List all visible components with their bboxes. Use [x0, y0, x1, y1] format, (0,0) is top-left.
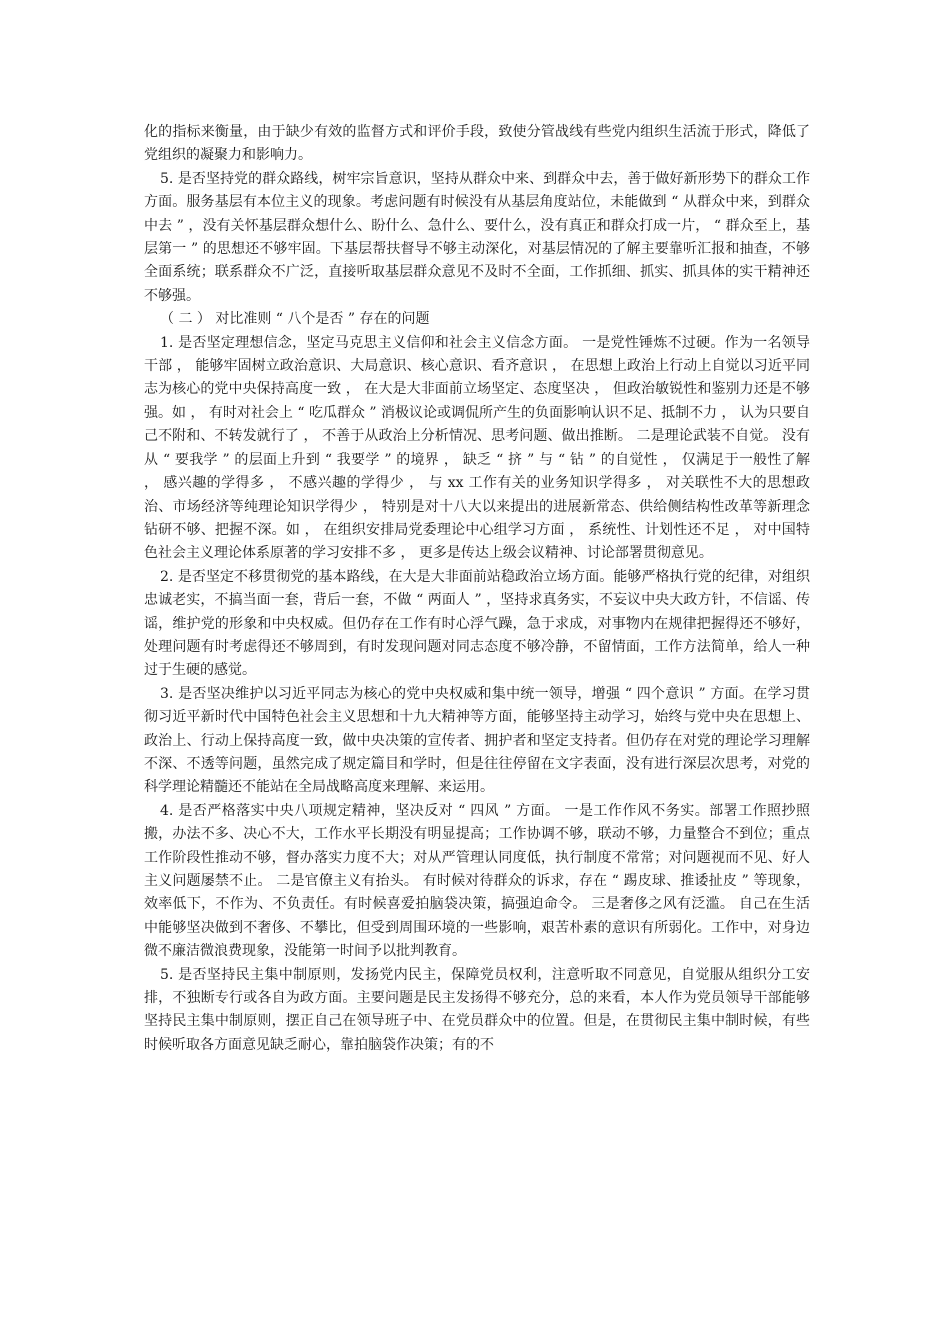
section-heading-eight-whethers: （ 二 ） 对比准则 “ 八个是否 ” 存在的问题	[160, 311, 430, 328]
paragraph-item-2-basic-line: 2. 是否坚定不移贯彻党的基本路线，在大是大非面前站稳政治立场方面。能够严格执行党的纪律，对组织忠诚老实，不搞当面一套，背后一套，不做 “ 两面人 ” ，坚持求真务实，不妄议中央大政方针，不信谣、传谣，维护党的形象和中央权威。但仍存在工作有时心浮气躁，急于求成，对事物内在规律把握得还不够好，处理问题有时考虑得还不够周到，有时发现问题对同志态度不够冷静，不留情面，工作方法简单，给人一种过于生硬的感觉。	[144, 568, 810, 679]
paragraph-item-5-democratic-centralism: 5. 是否坚持民主集中制原则，发扬党内民主，保障党员权利，注意听取不同意见，自觉服从组织分工安排，不独断专行或各自为政方面。主要问题是民主发扬得不够充分，总的来看，本人作为党员领导干部能够坚持民主集中制原则，摆正自己在领导班子中、在党员群众中的位置。但是，在贯彻民主集中制时候，有些时候听取各方面意见缺乏耐心，靠拍脑袋作决策；有的不	[144, 966, 810, 1053]
paragraph-item-5-mass-line: 5. 是否坚持党的群众路线，树牢宗旨意识，坚持从群众中来、到群众中去，善于做好新形势下的群众工作方面。服务基层有本位主义的现象。考虑问题有时候没有从基层角度站位，未能做到 “ 从群众中来，到群众中去 ” ，没有关怀基层群众想什么、盼什么、急什么、要什么，没有真正和群众打成一片， “ 群众至上，基层第一 ” 的思想还不够牢固。下基层帮扶督导不够主动深化，对基层情况的了解主要靠听汇报和抽查，不够全面系统；联系群众不广泛，直接听取基层群众意见不及时不全面，工作抓细、抓实、抓具体的实干精神还不够强。	[144, 170, 810, 304]
paragraph-item-1-ideals: 1. 是否坚定理想信念，坚定马克思主义信仰和社会主义信念方面。 一是党性锤炼不过硬。作为一名领导干部 ， 能够牢固树立政治意识、大局意识、核心意识、看齐意识 ， 在思想上政治上行动上自觉以习近平同志为核心的党中央保持高度一致 ， 在大是大非面前立场坚定、态度坚决 ， 但政治敏锐性和鉴别力还是不够强。如 ， 有时对社会上 “ 吃瓜群众 ” 消极议论或调侃所产生的负面影响认识不足、抵制不力 ， 认为只要自己不附和、不转发就行了 ， 不善于从政治上分析情况、思考问题、做出推断。 二是理论武装不自觉。 没有从 “ 要我学 ” 的层面上升到 “ 我要学 ” 的境界 ， 缺乏 “ 挤 ” 与 “ 钻 ” 的自觉性 ， 仅满足于一般性了解 ， 感兴趣的学得多 ， 不感兴趣的学得少 ， 与 xx 工作有关的业务知识学得多 ， 对关联性不大的思想政治、市场经济等纯理论知识学得少 ， 特别是对十八大以来提出的进展新常态、供给侧结构性改革等新理念钻研不够、把握不深。如 ， 在组织安排局党委理论中心组学习方面 ， 系统性、计划性还不足 ， 对中国特色社会主义理论体系原著的学习安排不多 ， 更多是传达上级会议精神、讨论部署贯彻意见。	[144, 334, 810, 562]
paragraph-item-4-four-styles: 4. 是否严格落实中央八项规定精神，坚决反对 “ 四风 ” 方面。 一是工作作风不务实。部署工作照抄照搬，办法不多、决心不大，工作水平长期没有明显提高；工作协调不够，联动不够，力量整合不到位；重点工作阶段性推动不够，督办落实力度不大；对从严管理认同度低，执行制度不常常；对问题视而不见、好人主义问题屡禁不止。 二是官僚主义有抬头。 有时候对待群众的诉求，存在 “ 踢皮球、推诿扯皮 ” 等现象，效率低下，不作为、不负责任。有时候喜爱拍脑袋决策，搞强迫命令。 三是奢侈之风有泛滥。 自己在生活中能够坚决做到不奢侈、不攀比，但受到周围环境的一些影响，艰苦朴素的意识有所弱化。工作中，对身边微不廉洁微浪费现象，没能第一时间予以批判教育。	[144, 802, 810, 960]
paragraph-item-3-authority: 3. 是否坚决维护以习近平同志为核心的党中央权威和集中统一领导，增强 “ 四个意识 ” 方面。在学习贯彻习近平新时代中国特色社会主义思想和十九大精神等方面，能够坚持主动学习，始终与党中央在思想上、政治上、行动上保持高度一致，做中央决策的宣传者、拥护者和坚定支持者。但仍存在对党的理论学习理解不深、不透等问题，虽然完成了规定篇目和学时，但是往往停留在文字表面，没有进行深层次思考，对党的科学理论精髓还不能站在全局战略高度来理解、来运用。	[144, 685, 810, 796]
paragraph-continuation: 化的指标来衡量，由于缺少有效的监督方式和评价手段，致使分管战线有些党内组织生活流于形式，降低了党组织的凝聚力和影响力。	[144, 124, 810, 164]
